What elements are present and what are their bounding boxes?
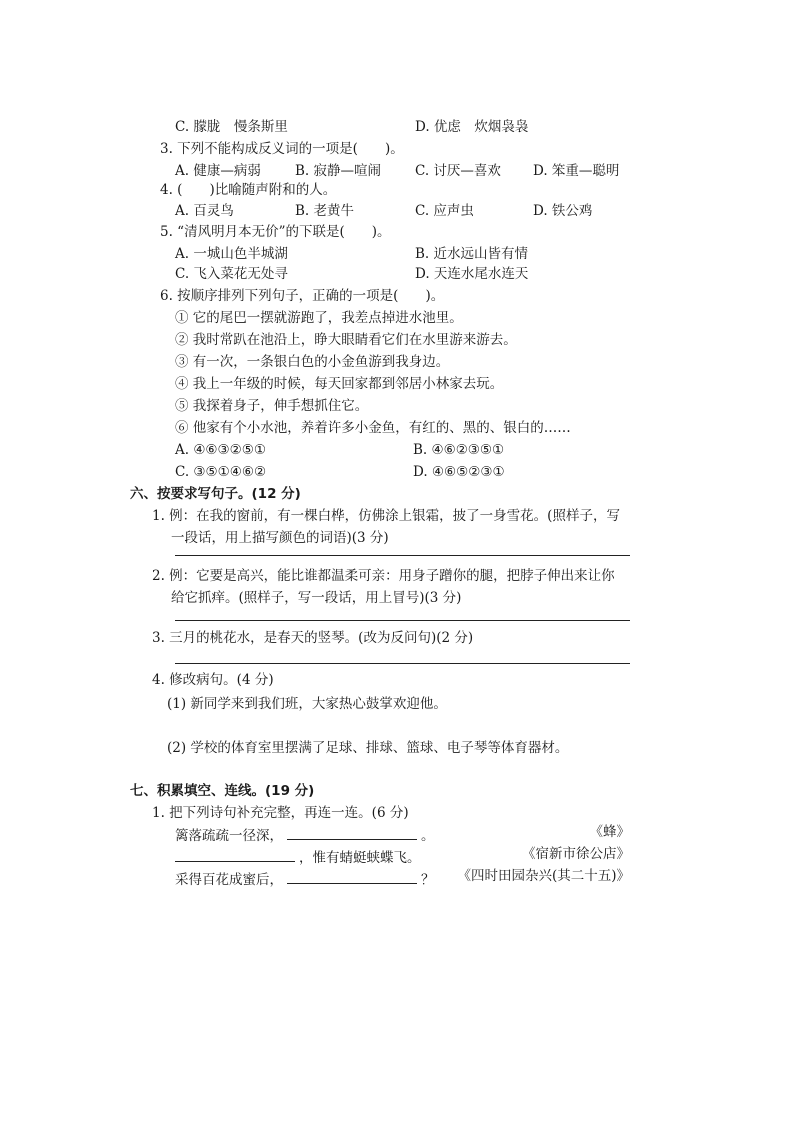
poem-blank-2[interactable] — [175, 847, 295, 862]
q6-option-c: C. ③⑤①④⑥② — [175, 464, 267, 480]
q3-option-a: A. 健康—病弱 — [175, 163, 261, 179]
q5-option-a: A. 一城山色半城湖 — [175, 246, 288, 262]
sec6-q4-item2: (2) 学校的体育室里摆满了足球、排球、篮球、电子琴等体育器材。 — [167, 740, 569, 756]
answer-line[interactable] — [175, 663, 630, 664]
q3-option-d: D. 笨重—聪明 — [533, 163, 620, 179]
sec6-q4-item1: (1) 新同学来到我们班，大家热心鼓掌欢迎他。 — [167, 696, 447, 712]
q6-option-a: A. ④⑥③②⑤① — [175, 442, 266, 458]
answer-line[interactable] — [175, 555, 630, 556]
q2-option-d: D. 优虑 炊烟袅袅 — [415, 119, 529, 135]
poem-title-3: 《四时田园杂兴(其二十五)》 — [457, 868, 630, 884]
q5-stem: 5. “清风明月本无价”的下联是( )。 — [160, 224, 391, 240]
q4-option-d: D. 铁公鸡 — [533, 203, 593, 219]
sec6-q2-line2: 给它抓痒。(照样子，写一段话，用上冒号)(3 分) — [171, 590, 462, 606]
poem-title-2: 《宿新市徐公店》 — [522, 846, 630, 862]
q5-option-d: D. 天连水尾水连天 — [415, 266, 529, 282]
poem-line-2 — [175, 847, 421, 868]
q6-option-d: D. ④⑥⑤②③① — [413, 464, 505, 480]
q3-option-c: C. 讨厌—喜欢 — [415, 163, 501, 179]
poem-line-1 — [175, 825, 435, 846]
q6-sentence-6: ⑥ 他家有个小水池，养着许多小金鱼，有红的、黑的、银白的…… — [175, 420, 571, 436]
sec6-q1-line2: 一段话，用上描写颜色的词语)(3 分) — [171, 530, 389, 546]
section-7-title: 七、积累填空、连线。(19 分) — [130, 783, 315, 799]
q5-option-b: B. 近水远山皆有情 — [415, 246, 529, 262]
poem-title-1: 《蜂》 — [589, 824, 630, 840]
sec7-q1: 1. 把下列诗句补充完整，再连一连。(6 分) — [152, 805, 409, 821]
sec6-q2-line1: 2. 例：它要是高兴，能比谁都温柔可亲：用身子蹭你的腿，把脖子伸出来让你 — [152, 568, 615, 584]
q3-option-b: B. 寂静—喧闹 — [295, 163, 382, 179]
section-6-title: 六、按要求写句子。(12 分) — [130, 486, 301, 502]
poem-line-1-text: 篱落疏疏一径深， — [175, 828, 283, 844]
poem-line-2-text: ，惟有蜻蜓蛱蝶飞。 — [299, 850, 421, 866]
q6-sentence-3: ③ 有一次，一条银白色的小金鱼游到我身边。 — [175, 354, 450, 370]
sec6-q4: 4. 修改病句。(4 分) — [152, 672, 274, 688]
q6-sentence-4: ④ 我上一年级的时候，每天回家都到邻居小林家去玩。 — [175, 376, 504, 392]
sec6-q1-line1: 1. 例：在我的窗前，有一棵白桦，仿佛涂上银霜，披了一身雪花。(照样子，写 — [152, 508, 620, 524]
q4-option-a: A. 百灵鸟 — [175, 203, 234, 219]
q2-option-c: C. 朦胧 慢条斯里 — [175, 119, 288, 135]
answer-line[interactable] — [175, 620, 630, 621]
q4-stem: 4. ( )比喻随声附和的人。 — [160, 182, 337, 198]
q4-option-b: B. 老黄牛 — [295, 203, 355, 219]
poem-blank-1[interactable] — [287, 825, 417, 840]
poem-line-3 — [175, 869, 435, 890]
sec6-q3: 3. 三月的桃花水，是春天的竖琴。(改为反问句)(2 分) — [152, 630, 474, 646]
q6-sentence-1: ① 它的尾巴一摆就游跑了，我差点掉进水池里。 — [175, 310, 463, 326]
q6-stem: 6. 按顺序排列下列句子，正确的一项是( )。 — [160, 288, 445, 304]
poem-line-1-end: 。 — [421, 828, 435, 844]
q5-option-c: C. 飞入菜花无处寻 — [175, 266, 288, 282]
poem-line-3-text: 采得百花成蜜后， — [175, 872, 283, 888]
q6-sentence-5: ⑤ 我探着身子，伸手想抓住它。 — [175, 398, 369, 414]
poem-line-3-end: ？ — [421, 872, 435, 888]
q6-option-b: B. ④⑥②③⑤① — [413, 442, 505, 458]
q4-option-c: C. 应声虫 — [415, 203, 474, 219]
q3-stem: 3. 下列不能构成反义词的一项是( )。 — [160, 141, 404, 157]
poem-blank-3[interactable] — [287, 869, 417, 884]
q6-sentence-2: ② 我时常趴在池沿上，睁大眼睛看它们在水里游来游去。 — [175, 332, 517, 348]
